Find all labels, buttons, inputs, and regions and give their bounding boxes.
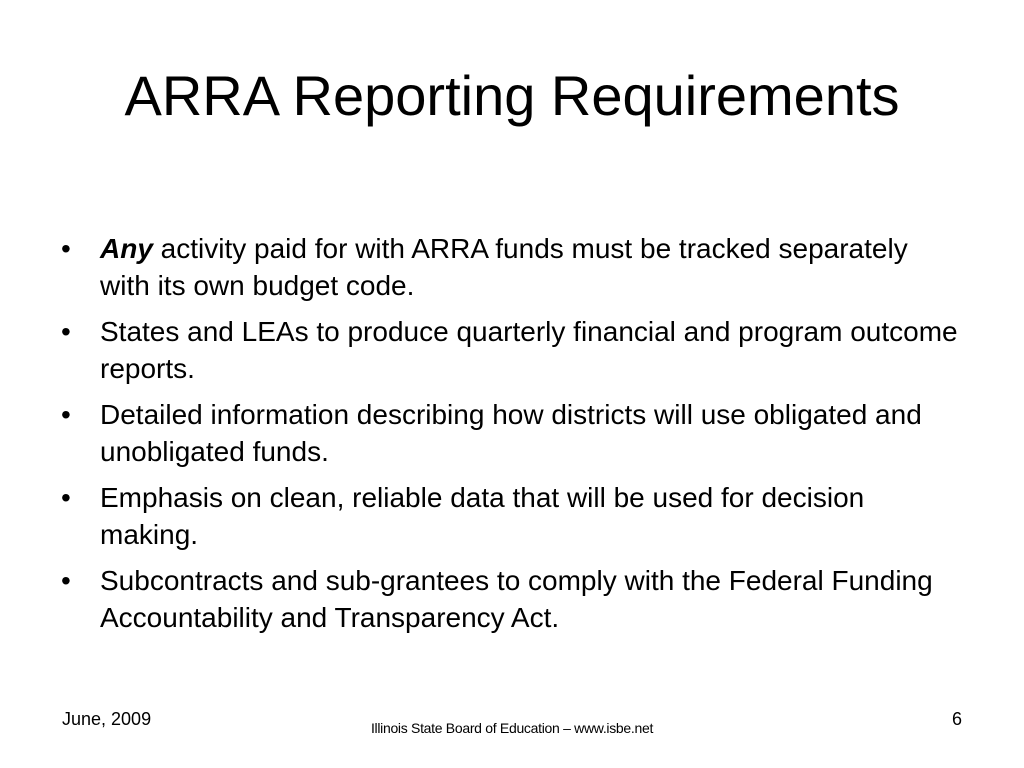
- bullet-text: States and LEAs to produce quarterly financial and program outcome reports.: [100, 316, 958, 384]
- bullet-text: Subcontracts and sub-grantees to comply with the Federal Funding Accountability and Transparency Act.: [100, 565, 933, 633]
- bullet-icon: •: [61, 233, 71, 264]
- footer-date: June, 2009: [62, 709, 152, 729]
- bullet-list: [61, 230, 961, 645]
- bullet-emphasis: Any: [100, 233, 153, 264]
- bullet-icon: •: [61, 316, 71, 347]
- bullet-text: activity paid for with ARRA funds must be tracked separately with its own budget code.: [100, 233, 908, 301]
- bullet-icon: •: [61, 565, 71, 596]
- bullet-item: [61, 396, 961, 470]
- bullet-item: [61, 562, 961, 636]
- footer-organization: Illinois State Board of Education – www.isbe.net: [370, 720, 654, 736]
- bullet-text: Emphasis on clean, reliable data that will be used for decision making.: [100, 482, 865, 550]
- bullet-icon: •: [61, 482, 71, 513]
- bullet-text: Detailed information describing how districts will use obligated and unobligated funds.: [100, 399, 922, 467]
- bullet-item: [61, 230, 961, 304]
- slide-title: ARRA Reporting Requirements: [124, 64, 900, 127]
- bullet-icon: •: [61, 399, 71, 430]
- page-number: 6: [951, 709, 962, 729]
- bullet-item: [61, 479, 961, 553]
- bullet-item: [61, 313, 961, 387]
